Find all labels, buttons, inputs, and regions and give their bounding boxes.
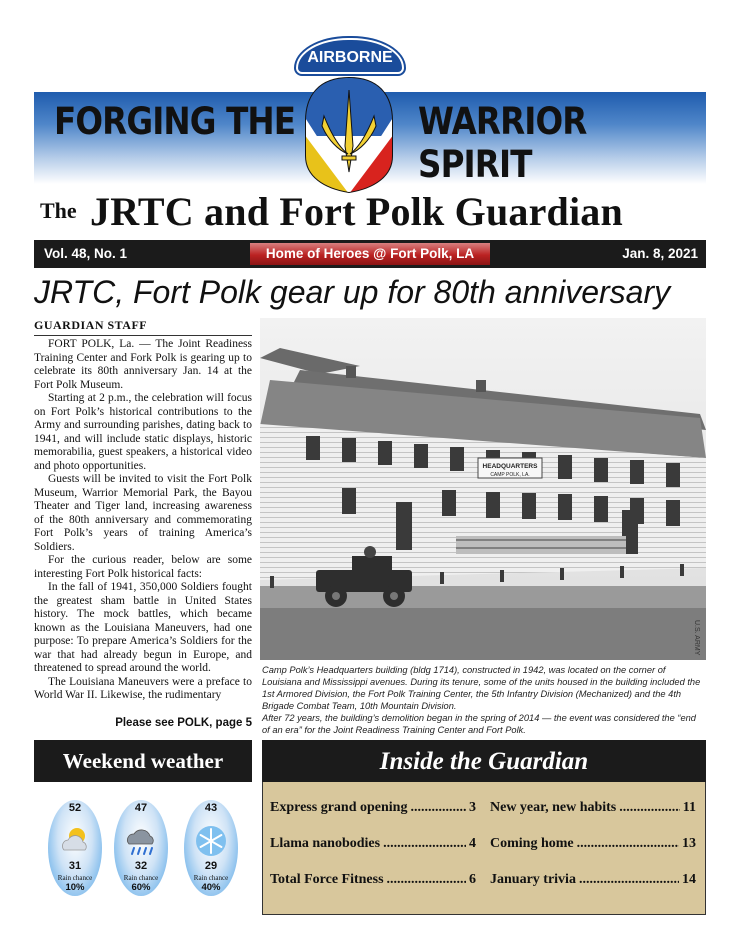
rain-label: Rain chance: [123, 874, 159, 882]
rain-label: Rain chance: [193, 874, 229, 882]
toc-label: Express grand opening: [270, 800, 408, 815]
high-temp: 43: [204, 802, 218, 814]
weather-day-1: [48, 792, 102, 896]
toc-page: 3: [469, 800, 476, 815]
issue-date: Jan. 8, 2021: [622, 246, 698, 261]
toc-label: Llama nanobodies: [270, 836, 381, 851]
airborne-tab: AIRBORNE: [296, 38, 404, 74]
toc-item[interactable]: [270, 872, 476, 888]
toc-page: 13: [682, 836, 696, 851]
article-paragraph: In the fall of 1941, 350,000 Soldiers fought the greatest sham battle in United States history. The mock battles, which became known as the Louisiana Maneuvers, had one purpose: To prepare America’s Soldiers for the war that had already begun in Europe, and threatened to spread around the world.: [34, 581, 252, 674]
partly-cloudy-icon: [58, 824, 92, 858]
rain-chance: 10%: [65, 882, 85, 893]
toc-label: Coming home: [490, 836, 574, 851]
newspaper-title: JRTC and Fort Polk Guardian: [90, 189, 623, 234]
toc-page: 6: [469, 872, 476, 887]
toc-item[interactable]: [490, 872, 696, 888]
toc-item[interactable]: [490, 836, 696, 852]
headline: JRTC, Fort Polk gear up for 80th anniversary: [34, 274, 671, 310]
low-temp: 31: [68, 860, 82, 872]
high-temp: 47: [134, 802, 148, 814]
photo-sign-subtext: CAMP POLK, LA.: [490, 472, 530, 478]
unit-patch-icon: [304, 76, 394, 194]
article-paragraph: Starting at 2 p.m., the celebration will focus on Fort Polk’s historical contributions to the Army and surrounding parishes, dating back to 1941, and will include static displays, historic memorabilia, guest speakers, a historical video and photo opportunities.: [34, 392, 252, 472]
toc-item[interactable]: [270, 800, 476, 816]
continuation-link[interactable]: [34, 717, 252, 729]
banner-slogan-left: FORGING THE: [54, 100, 296, 143]
toc-page: 11: [682, 800, 696, 815]
article-paragraph: Guests will be invited to visit the Fort Polk Museum, Warrior Memorial Park, the Bayou Theater and Tiger land, increasing awareness of the 80th anniversary and commemorating Fort Polk’s years of training America’s Soldiers.: [34, 473, 252, 553]
rain-chance: 60%: [131, 882, 151, 893]
title-the: The: [40, 198, 77, 223]
volume-number: Vol. 48, No. 1: [44, 246, 128, 261]
weather-day-2: [114, 792, 168, 896]
byline: GUARDIAN STAFF: [34, 318, 252, 336]
jump-keyword: POLK: [177, 717, 210, 729]
rain-chance: 40%: [201, 882, 221, 893]
photo-caption: [262, 664, 706, 736]
toc-label: Total Force Fitness: [270, 872, 384, 887]
inside-header: Inside the Guardian: [262, 740, 706, 782]
caption-line: After 72 years, the building’s demolition began in the spring of 2014 — the event was considered the “end of an era” for the Joint Readiness Training Center and Fort Polk.: [262, 713, 696, 735]
photo-sign-text: HEADQUARTERS: [482, 463, 538, 470]
caption-line: Camp Polk’s Headquarters building (bldg 1714), constructed in 1942, was located on the corner of Louisiana and Mississippi avenues. During its tenure, some of the units housed in the building included the 1st Armored Division, the Fort Polk Training Center, the 5th Infantry Division (Mechanized) and the 4th Brigade Combat Team, 10th Mountain Division.: [262, 665, 701, 711]
toc-page: 4: [469, 836, 476, 851]
jump-suffix: , page 5: [209, 717, 252, 729]
toc-label: New year, new habits: [490, 800, 617, 815]
article-paragraph: The Louisiana Maneuvers were a preface to World War II. Likewise, the rudimentary: [34, 675, 252, 701]
tagline: Home of Heroes @ Fort Polk, LA: [265, 246, 475, 261]
toc-page: 14: [682, 872, 696, 887]
article-body: [34, 338, 252, 703]
photo-credit: U.S. ARMY: [693, 620, 700, 656]
jump-prefix: Please see: [115, 717, 178, 729]
rain-label: Rain chance: [57, 874, 93, 882]
weather-header: Weekend weather: [34, 740, 252, 782]
toc-item[interactable]: [270, 836, 476, 852]
low-temp: 32: [134, 860, 148, 872]
high-temp: 52: [68, 802, 82, 814]
article-paragraph: For the curious reader, below are some interesting Fort Polk historical facts:: [34, 554, 252, 580]
toc-item[interactable]: [490, 800, 696, 816]
banner-slogan-right: WARRIOR SPIRIT: [418, 100, 587, 186]
article-paragraph: FORT POLK, La. — The Joint Readiness Training Center and Fork Polk is gearing up to celebrate its 80th anniversary Jan. 14 at the Fort Polk Museum.: [34, 338, 252, 391]
toc-label: January trivia: [490, 872, 576, 887]
snowflake-icon: [194, 824, 228, 858]
rain-cloud-icon: [124, 824, 158, 858]
headquarters-photo: [260, 318, 706, 660]
low-temp: 29: [204, 860, 218, 872]
weather-day-3: [184, 792, 238, 896]
